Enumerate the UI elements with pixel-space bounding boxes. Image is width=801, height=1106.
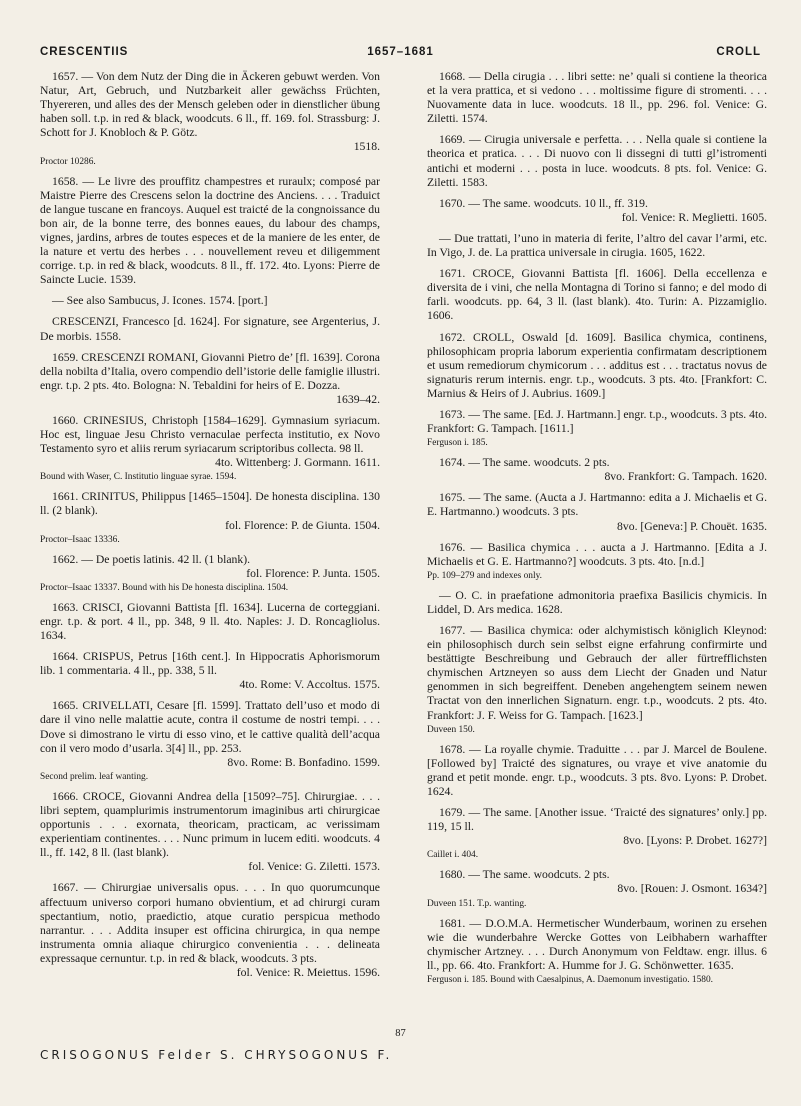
catalog-entry	[40, 490, 380, 545]
entry-note: Proctor–Isaac 13336.	[40, 534, 120, 545]
catalog-entry	[427, 197, 767, 225]
entry-text: 1665. CRIVELLATI, Cesare [fl. 1599]. Trattato dell’uso et modo di dare il vino nelle malattie acute, contra il costume de nostri tempi. . . . Dove si dimostrano le virtu di esso vino, et le cattive qualità dell’acqua con il vero modo d’usarla. 3[4] ll., pp. 253.	[40, 699, 380, 755]
catalog-entry	[40, 881, 380, 980]
entry-imprint: 8vo. [Lyons: P. Drobet. 1627?]	[623, 834, 767, 848]
entry-imprint: 8vo. Rome: B. Bonfadino. 1599.	[227, 755, 380, 769]
entry-text: 1680. — The same. woodcuts. 2 pts.	[439, 868, 610, 882]
header-right: CROLL	[716, 46, 761, 58]
entry-imprint: fol. Venice: G. Ziletti. 1573.	[248, 860, 380, 874]
header-center: 1657–1681	[367, 46, 434, 58]
entry-note: Proctor 10286.	[40, 156, 96, 167]
entry-text: 1659. CRESCENZI ROMANI, Giovanni Pietro de’ [fl. 1639]. Corona della nobilta d’Italia, overo compendio dell’istorie delle famiglie illustri. engr. t.p. 2 pts. 4to. Bologna: N. Tebaldini for heirs of E. Dozza.	[40, 350, 380, 392]
catalog-entry	[427, 232, 767, 260]
running-header	[40, 46, 761, 62]
entry-text: 1662. — De poetis latinis. 42 ll. (1 blank).	[52, 552, 251, 566]
entry-imprint: fol. Venice: R. Meglietti. 1605.	[621, 210, 767, 224]
header-left: CRESCENTIIS	[40, 46, 129, 58]
entry-text: — O. C. in praefatione admonitoria praefixa Basilicis chymicis. In Liddel, D. Ars medica. 1628.	[427, 588, 767, 616]
catalog-entry	[427, 541, 767, 582]
entry-imprint: 8vo. Frankfort: G. Tampach. 1620.	[604, 470, 767, 484]
entry-text: 1681. — D.O.M.A. Hermetischer Wunderbaum, worinen zu ersehen wie die wunderbahre Wercke Gottes von Leibhabern warhaffter chymischer Artzney. . . . Durch Anonymum von Feldtaw. engr. illus. 6 ll., pp. 66. 4to. Frankfort: A. Humme for J. G. Schönwetter. 1635.	[427, 916, 767, 972]
entry-text: — See also Sambucus, J. Icones. 1574. [port.]	[52, 294, 268, 308]
entry-note: Duveen 150.	[427, 724, 475, 735]
catalog-entry	[427, 917, 767, 986]
entry-text: 1663. CRISCI, Giovanni Battista [fl. 1634]. Lucerna de corteggiani. engr. t.p. & port. 4 ll., pp. 348, 9 ll. 4to. Naples: J. D. Roncagliolus. 1634.	[40, 600, 380, 642]
catalog-entry	[427, 267, 767, 323]
entry-imprint: 8vo. [Geneva:] P. Chouët. 1635.	[617, 519, 767, 533]
catalog-entry	[427, 408, 767, 449]
entry-text: 1658. — Le livre des prouffitz champestres et ruraulx; composé par Maistre Pierre des Crescens selon la doctrine des Anciens. . . . Traduict de langue tuscane en francoys. Auquel est traicté de la congnoissance du bon air, de la bonne terre, des bonnes eaues, du labour des champs, vignes, jardins, arbres de toutes especes et de la maniere de les enter, de la nature et vertu des herbes . . . nouvellement reveu et diligemment corrige. t.p. in red & black, woodcuts. 8 ll., ff. 172. 4to. Lyons: Pierre de Saincte Lucie. 1539.	[40, 174, 380, 287]
entry-imprint: fol. Florence: P. de Giunta. 1504.	[225, 518, 380, 532]
catalog-entry	[40, 294, 380, 308]
catalog-entry	[427, 624, 767, 736]
catalog-entry	[427, 806, 767, 861]
entry-text: 1679. — The same. [Another issue. ‘Traicté des signatures’ only.] pp. 119, 15 ll.	[427, 806, 767, 834]
entry-text: 1673. — The same. [Ed. J. Hartmann.] engr. t.p., woodcuts. 3 pts. 4to. Frankfort: G. Tampach. [1611.]	[427, 407, 767, 436]
entry-note: Bound with Waser, C. Institutio linguae syrae. 1594.	[40, 472, 237, 483]
catalog-entry	[40, 70, 380, 168]
entry-imprint: 4to. Wittenberg: J. Gormann. 1611.	[215, 456, 380, 470]
entry-text: 1671. CROCE, Giovanni Battista [fl. 1606]. Della eccellenza e diversita de i vini, che nella Montagna di Torino si fanno; e del modo di farli. woodcuts. pp. 64, 3 ll. (last blank). 4to. Turin: A. Pizzamiglio. 1606.	[427, 267, 767, 323]
entry-text: 1660. CRINESIUS, Christoph [1584–1629]. Gymnasium syriacum. Hoc est, linguae Jesu Christo vernaculae perfecta institutio, ex Novo Testamento syro et aliis rerum syriacarum scriptoribus collecta. 98 ll.	[40, 413, 380, 456]
entry-text: 1677. — Basilica chymica: oder alchymistisch königlich Kleynod: ein philosophisch durch sein selbst eigne erfahrung confirmirte und bestättigte Beschreibung und Gebrauch der aller fürtrefflichsten chymischen Artzneyen so auss dem Liecht der Gnaden und Natur genommen in sich begreiffent. Deneben angehengtem seinem newen Tractat von den innerlichen Signaturn. engr. t.p., woodcuts. 2 pts. 4to. Frankfort: J. F. Weiss for G. Tampach. [1623.]	[427, 624, 767, 722]
entry-note: Second prelim. leaf wanting.	[40, 771, 149, 782]
entry-note: Pp. 109–279 and indexes only.	[427, 570, 543, 581]
entry-imprint: 1639–42.	[336, 392, 380, 406]
catalog-entry	[40, 790, 380, 875]
entry-text: 1674. — The same. woodcuts. 2 pts.	[439, 456, 610, 470]
entry-text: 1675. — The same. (Aucta a J. Hartmanno: edita a J. Michaelis et G. E. Hartmanno.) woodcuts. 3 pts.	[427, 491, 767, 519]
left-column	[40, 70, 380, 987]
entry-text: 1666. CROCE, Giovanni Andrea della [1509?–75]. Chirurgiae. . . . libri septem, quamplurimis instrumentorum imaginibus arti chirurgicae opportunis . . . exornata, theoricam, practicam, ac verissimam experientiam continentes. . . . Nunc primum in lucem editi. woodcuts. 4 ll., ff. 142, 8 ll. (last blank).	[40, 789, 380, 860]
page-number: 87	[395, 1028, 406, 1039]
entry-imprint: fol. Florence: P. Junta. 1505.	[246, 566, 380, 580]
entry-imprint: 8vo. [Rouen: J. Osmont. 1634?]	[617, 882, 767, 896]
catalog-entry	[40, 699, 380, 782]
catalog-entry	[427, 70, 767, 126]
catalog-entry	[427, 133, 767, 189]
catalog-entry	[427, 743, 767, 799]
catalog-entry	[40, 414, 380, 483]
entry-text: 1668. — Della cirugia . . . libri sette: ne’ quali si contiene la theorica et la vera prattica, et si vedono . . . moltissime figure di stromenti. . . . Nuovamente data in luce. woodcuts. 18 ll., pp. 296. fol. Venice: G. Ziletti. 1574.	[427, 70, 767, 126]
catalog-entry	[40, 175, 380, 288]
entry-note: Duveen 151. T.p. wanting.	[427, 898, 527, 909]
entry-text: 1667. — Chirurgiae universalis opus. . . . In quo quorumcunque affectuum universo corpori humano obvientium, et ad chirurgi curam spectantium, notio, praedictio, atque curatio perspicua methodo narrantur. . . . Addita insuper est officina chirurgica, in qua nempe instrumenta omnia aliaque chirurgico convenientia . . . delineata expressaque cernuntur. t.p. in red & black, woodcuts. 3 pts.	[40, 881, 380, 965]
entry-note: Caillet i. 404.	[427, 850, 479, 861]
entry-text: 1676. — Basilica chymica . . . aucta a J. Hartmanno. [Edita a J. Michaelis et G. E. Hartmanno?] woodcuts. 3 pts. 4to. [n.d.]	[427, 540, 767, 568]
handwritten-annotation: CRISOGONUS Felder S. CHRYSOGONUS F.	[40, 1048, 393, 1062]
entry-note: Ferguson i. 185.	[427, 438, 488, 449]
entry-text: 1661. CRINITUS, Philippus [1465–1504]. De honesta disciplina. 130 ll. (2 blank).	[40, 490, 380, 518]
entry-text: 1657. — Von dem Nutz der Ding die in Äckeren gebuwt werden. Von Natur, Art, Gebruch, und Nutzbarkeit aller gewächss Früchten, Thyereren, und alles des der Mensch geleben oder in dienstlicher übung haben soll. t.p. in red & black, woodcuts. 6 ll., ff. 169. fol. Strassburg: J. Schott for J. Knobloch & P. Götz.	[40, 70, 380, 140]
entry-imprint: fol. Venice: R. Meiettus. 1596.	[236, 965, 380, 979]
catalog-entry	[427, 491, 767, 533]
entry-text: 1670. — The same. woodcuts. 10 ll., ff. 319.	[439, 196, 648, 210]
catalog-entry	[427, 456, 767, 484]
catalog-entry	[40, 351, 380, 407]
catalog-entry	[40, 650, 380, 692]
entry-note: Ferguson i. 185. Bound with Caesalpinus, A. Daemonum investigatio. 1580.	[427, 974, 714, 985]
entry-text: 1664. CRISPUS, Petrus [16th cent.]. In Hippocratis Aphorismorum lib. 1 commentaria. 4 ll., pp. 338, 5 ll.	[40, 650, 380, 678]
catalog-entry	[427, 589, 767, 617]
right-column	[427, 70, 767, 993]
catalog-entry	[40, 315, 380, 343]
catalog-entry	[427, 331, 767, 401]
entry-text: 1672. CROLL, Oswald [d. 1609]. Basilica chymica, continens, philosophicam propria laborum experientia confirmatam descriptionem et usum remediorum chymicorum . . . additus est . . . tractatus novus de signaturis rerum internis. engr. t.p., woodcuts. 3 pts. 4to. [Frankfort: C. Marnius & Heirs of J. Aubrius. 1609.]	[427, 330, 767, 400]
entry-text: — Due trattati, l’uno in materia di ferite, l’altro del cavar l’armi, etc. In Vigo, J. de. La prattica universale in cirugia. 1605, 1622.	[427, 231, 767, 260]
entry-note: Proctor–Isaac 13337. Bound with his De honesta disciplina. 1504.	[40, 582, 289, 593]
entry-text: 1678. — La royalle chymie. Traduitte . . . par J. Marcel de Boulene. [Followed by] Traicté des signatures, ou vraye et vive anatomie du grand et petit monde. engr. t.p., woodcuts. 3 pts. 8vo. Lyons: P. Drobet. 1624.	[427, 742, 767, 798]
catalog-entry	[40, 601, 380, 643]
catalog-entry	[40, 553, 380, 594]
entry-imprint: 1518.	[353, 140, 380, 154]
entry-imprint: 4to. Rome: V. Accoltus. 1575.	[239, 678, 380, 692]
entry-text: CRESCENZI, Francesco [d. 1624]. For signature, see Argenterius, J. De morbis. 1558.	[40, 315, 380, 343]
entry-text: 1669. — Cirugia universale e perfetta. . . . Nella quale si contiene la theorica et pratica. . . . Di nuovo con li dissegni di tutti gl’istromenti antichi et moderni . . . posta in luce. woodcuts. 8 pts. fol. Venice: G. Ziletti. 1583.	[427, 133, 767, 189]
catalog-entry	[427, 868, 767, 909]
